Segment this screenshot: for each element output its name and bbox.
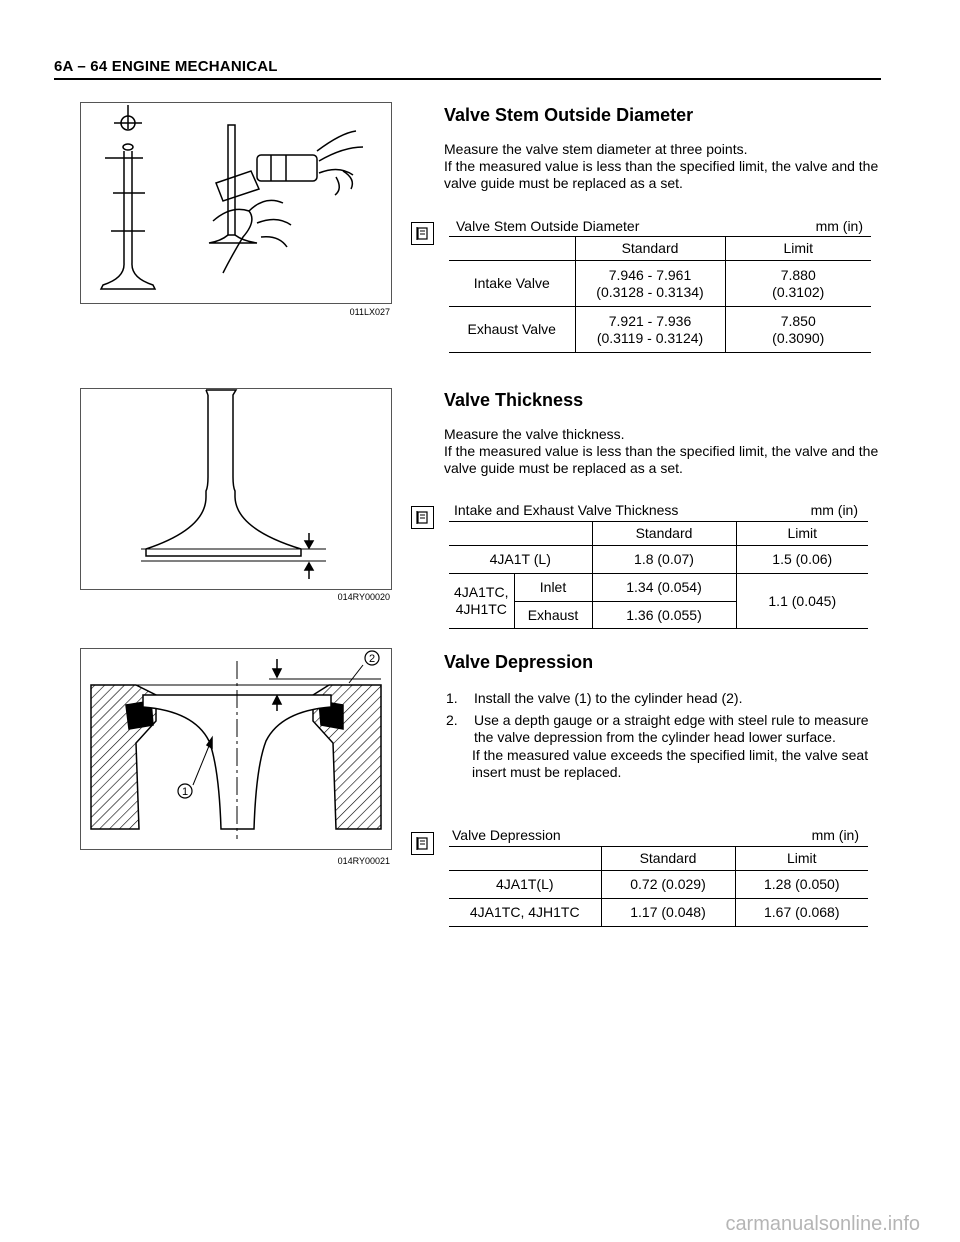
limit-cell: 1.1 (0.045)	[736, 574, 868, 629]
figure-code: 014RY00020	[337, 592, 390, 602]
value-mm: 7.850	[780, 312, 816, 329]
valve-depression-illustration	[81, 649, 391, 849]
row-label: 4JA1T(L)	[449, 871, 601, 899]
row-label: Exhaust Valve	[449, 307, 575, 353]
table-row	[449, 261, 871, 307]
paragraph: If the measured value is less than the specified limit, the valve and the valve guide must be replaced as a set.	[444, 443, 879, 476]
standard-cell	[575, 307, 725, 353]
column-header: Standard	[601, 847, 735, 871]
section-title: Valve Stem Outside Diameter	[444, 105, 694, 125]
column-header: Limit	[725, 237, 871, 261]
figure-code: 014RY00021	[337, 856, 390, 866]
valve-thickness-illustration	[81, 389, 391, 589]
value-in: (0.3102)	[772, 283, 825, 300]
step-text: Install the valve (1) to the cylinder head (2).	[474, 690, 743, 706]
spec-caption-text: Valve Stem Outside Diameter	[456, 218, 640, 234]
step-note: If the measured value exceeds the specified limit, the valve seat insert must be replaced.	[472, 747, 869, 780]
spec-table-caption	[456, 218, 863, 238]
standard-cell: 1.36 (0.055)	[592, 602, 736, 629]
spec-unit-text: mm (in)	[815, 218, 863, 234]
limit-cell: 1.28 (0.050)	[735, 871, 868, 899]
spec-book-icon	[411, 832, 434, 855]
figure-code: 011LX027	[349, 307, 390, 317]
row-label: 4JA1TC, 4JH1TC	[449, 899, 601, 927]
table-row	[449, 871, 868, 899]
callout-1: 1	[181, 786, 189, 798]
paragraph: If the measured value is less than the specified limit, the valve and the valve guide must be replaced as a set.	[444, 158, 879, 191]
spec-caption-text: Valve Depression	[452, 827, 561, 843]
column-header: Limit	[735, 847, 868, 871]
table-row	[449, 546, 868, 574]
table-header-row	[449, 522, 868, 546]
figure-valve-stem-measurement	[80, 102, 392, 304]
limit-cell: 1.67 (0.068)	[735, 899, 868, 927]
column-header: Standard	[575, 237, 725, 261]
value-in: (0.3090)	[772, 329, 825, 346]
table-row	[449, 899, 868, 927]
table-row	[449, 307, 871, 353]
figure-valve-depression	[80, 648, 392, 850]
spec-book-icon	[411, 222, 434, 245]
column-header: Limit	[736, 522, 868, 546]
value-mm: 7.880	[780, 266, 816, 283]
callout-2: 2	[368, 653, 376, 665]
group-label: 4JA1TC, 4JH1TC	[449, 574, 514, 629]
page-header-title: 6A – 64 ENGINE MECHANICAL	[54, 58, 278, 75]
standard-cell	[575, 261, 725, 307]
column-header: Standard	[592, 522, 736, 546]
step-item	[446, 712, 886, 746]
spec-table-caption	[454, 502, 858, 522]
sub-label: Exhaust	[514, 602, 592, 629]
spec-table-caption	[452, 827, 859, 847]
standard-cell: 1.8 (0.07)	[592, 546, 736, 574]
limit-cell	[725, 261, 871, 307]
section-body	[444, 141, 884, 192]
table-row	[449, 574, 868, 602]
table-header-row	[449, 847, 868, 871]
section-title: Valve Depression	[444, 652, 594, 672]
spec-table-stem-diameter	[449, 236, 871, 353]
section-title: Valve Thickness	[444, 390, 584, 410]
section-body	[444, 426, 884, 477]
valve-stem-illustration	[81, 103, 391, 303]
spec-book-icon	[411, 506, 434, 529]
value-in: (0.3119 - 0.3124)	[596, 329, 704, 346]
limit-cell	[725, 307, 871, 353]
step-text: Use a depth gauge or a straight edge with steel rule to measure the valve depression from the cylinder head lower surface.	[474, 712, 869, 745]
sub-label: Inlet	[514, 574, 592, 602]
spec-caption-text: Intake and Exhaust Valve Thickness	[454, 502, 679, 518]
spec-unit-text: mm (in)	[811, 827, 859, 843]
step-item	[446, 690, 886, 707]
value-in: (0.3128 - 0.3134)	[596, 283, 704, 300]
row-label: 4JA1T (L)	[449, 546, 592, 574]
spec-unit-text: mm (in)	[810, 502, 858, 518]
step-number: 2.	[446, 712, 458, 728]
standard-cell: 0.72 (0.029)	[601, 871, 735, 899]
section-body	[446, 690, 886, 781]
spec-table-valve-thickness	[449, 521, 868, 629]
paragraph: Measure the valve thickness.	[444, 426, 625, 442]
value-mm: 7.946 - 7.961	[608, 266, 692, 283]
table-header-row	[449, 237, 871, 261]
standard-cell: 1.17 (0.048)	[601, 899, 735, 927]
step-number: 1.	[446, 690, 458, 706]
figure-valve-thickness	[80, 388, 392, 590]
footer-watermark: carmanualsonline.info	[725, 1213, 920, 1235]
paragraph: Measure the valve stem diameter at three points.	[444, 141, 748, 157]
limit-cell: 1.5 (0.06)	[736, 546, 868, 574]
row-label: Intake Valve	[449, 261, 575, 307]
spec-table-valve-depression	[449, 846, 868, 927]
header-rule	[54, 78, 881, 80]
standard-cell: 1.34 (0.054)	[592, 574, 736, 602]
step-list	[446, 690, 886, 746]
value-mm: 7.921 - 7.936	[608, 312, 692, 329]
